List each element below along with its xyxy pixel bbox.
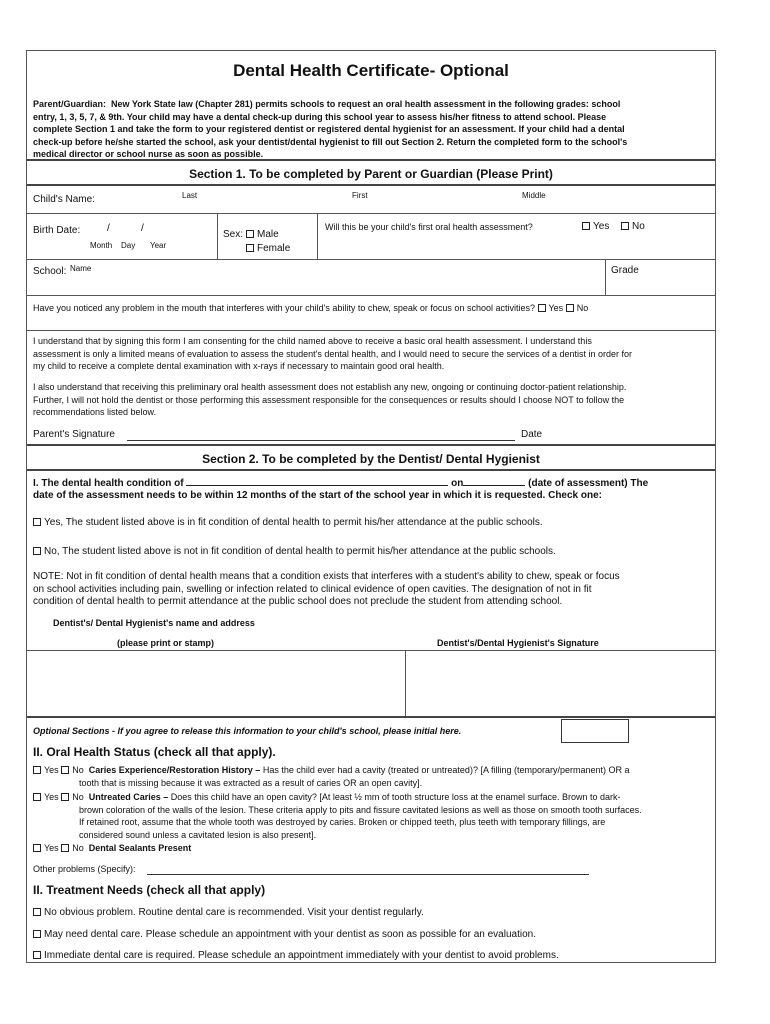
intro-label: Parent/Guardian:	[33, 99, 107, 109]
divider	[317, 214, 318, 259]
caries-experience-item: Yes No Caries Experience/Restoration History – Has the child ever had a cavity (treated or untreated)? [A filling (temporary/permanent) OR a tooth that is missing because it was extracted as a result of caries OR an open cavity].	[33, 764, 630, 789]
date-slash: /	[141, 223, 144, 234]
treatment-needs-heading: II. Treatment Needs (check all that apply)	[33, 883, 266, 897]
problem-question: Have you noticed any problem in the mouth that interferes with your child's ability to chew, speak or focus on school activities? Yes No	[33, 303, 589, 313]
checkbox-icon[interactable]	[61, 766, 69, 774]
section1-heading: Section 1. To be completed by Parent or Guardian (Please Print)	[189, 167, 553, 181]
divider	[27, 295, 715, 296]
divider	[27, 259, 715, 260]
divider	[27, 330, 715, 331]
first-assessment-no[interactable]: No	[621, 221, 645, 232]
checkbox-icon[interactable]	[621, 222, 629, 230]
problem-yes[interactable]: Yes	[538, 303, 564, 313]
form-title: Dental Health Certificate- Optional	[233, 61, 509, 80]
checkbox-icon[interactable]	[33, 930, 41, 938]
sex-label: Sex:	[223, 229, 244, 240]
optional-release-note: Optional Sections - If you agree to release this information to your child's school, please initial here.	[33, 726, 462, 736]
intro-paragraph	[33, 98, 713, 161]
sealants-no[interactable]: No	[61, 843, 84, 853]
school-label: School:	[33, 266, 67, 277]
dental-health-certificate-form	[26, 50, 716, 963]
intro-line-4: check-up before he/she started the school, ask your dentist/dental hygienist to fill out Section 2. Return the completed form to the school's	[33, 136, 628, 147]
sex-female-option[interactable]: Female	[246, 243, 290, 254]
dentist-signature-field[interactable]	[406, 651, 715, 715]
untreated-no[interactable]: No	[61, 792, 84, 802]
first-assessment-yes[interactable]: Yes	[582, 221, 609, 232]
student-name-blank[interactable]	[186, 476, 448, 486]
date-slash: /	[107, 223, 110, 234]
divider	[27, 213, 715, 214]
condition-line-2: date of the assessment needs to be within 12 months of the start of the school year in which it is requested. Check one:	[33, 490, 603, 501]
print-stamp-label: (please print or stamp)	[117, 638, 215, 648]
checkbox-icon[interactable]	[246, 244, 254, 252]
last-name-caption: Last	[182, 191, 198, 200]
divider	[27, 469, 715, 471]
untreated-yes[interactable]: Yes	[33, 792, 59, 802]
oral-health-status-heading: II. Oral Health Status (check all that apply).	[33, 745, 276, 759]
divider	[27, 159, 715, 161]
checkbox-icon[interactable]	[582, 222, 590, 230]
sealants-item: Yes No Dental Sealants Present	[33, 843, 191, 853]
other-problems-label: Other problems (Specify):	[33, 864, 136, 874]
date-label: Date	[521, 429, 543, 440]
checkbox-icon[interactable]	[33, 547, 41, 555]
checkbox-icon[interactable]	[566, 304, 574, 312]
checkbox-icon[interactable]	[33, 908, 41, 916]
assessment-date-blank[interactable]	[463, 476, 525, 486]
checkbox-icon[interactable]	[33, 844, 41, 852]
sealants-yes[interactable]: Yes	[33, 843, 59, 853]
divider	[217, 214, 218, 259]
fit-condition-no-option[interactable]: No, The student listed above is not in fit condition of dental health to permit his/her attendance at the public schools.	[33, 546, 556, 557]
divider	[27, 444, 715, 446]
treatment-option-immediate[interactable]: Immediate dental care is required. Please schedule an appointment immediately with your dentist to avoid problems.	[33, 950, 559, 961]
other-problems-field[interactable]	[147, 874, 589, 875]
child-name-field[interactable]	[157, 187, 697, 209]
grade-label: Grade	[611, 265, 639, 276]
birth-date-field[interactable]	[87, 219, 217, 237]
divider	[27, 184, 715, 186]
parent-signature-label: Parent's Signature	[33, 429, 115, 440]
year-caption: Year	[150, 241, 167, 250]
condition-line-1: I. The dental health condition of on (date of assessment) The	[33, 478, 649, 489]
checkbox-icon[interactable]	[33, 793, 41, 801]
middle-name-caption: Middle	[522, 191, 546, 200]
checkbox-icon[interactable]	[538, 304, 546, 312]
dentist-signature-label: Dentist's/Dental Hygienist's Signature	[437, 638, 599, 648]
dentist-name-address-field[interactable]	[27, 651, 405, 715]
divider	[27, 716, 715, 718]
sex-male-option[interactable]: Male	[246, 229, 279, 240]
checkbox-icon[interactable]	[61, 793, 69, 801]
problem-no[interactable]: No	[566, 303, 589, 313]
checkbox-icon[interactable]	[246, 230, 254, 238]
checkbox-icon[interactable]	[61, 844, 69, 852]
intro-line-3: complete Section 1 and take the form to your registered dentist or registered dental hygienist for an assessment. If your child had a dental	[33, 124, 625, 134]
dentist-name-label: Dentist's/ Dental Hygienist's name and address	[53, 618, 255, 628]
first-name-caption: First	[352, 191, 368, 200]
initials-box[interactable]	[561, 719, 629, 743]
section2-heading: Section 2. To be completed by the Dentist/ Dental Hygienist	[202, 452, 540, 466]
first-assessment-question: Will this be your child's first oral health assessment?	[325, 222, 533, 232]
child-name-label: Child's Name:	[33, 194, 95, 205]
caries-yes[interactable]: Yes	[33, 765, 59, 775]
fit-condition-yes-option[interactable]: Yes, The student listed above is in fit condition of dental health to permit his/her attendance at the public schools.	[33, 517, 543, 528]
caries-no[interactable]: No	[61, 765, 84, 775]
consent-paragraph-1: I understand that by signing this form I am consenting for the child named above to receive a basic oral health assessment. I understand this assessment is only a limited means of evaluation to assess the student's dental health, and I would need to secure the services of a dentist in order for my child to receive a complete dental examination with x-rays if necessary to maintain good oral health.	[33, 336, 633, 371]
checkbox-icon[interactable]	[33, 518, 41, 526]
divider	[605, 260, 606, 295]
checkbox-icon[interactable]	[33, 766, 41, 774]
birth-date-label: Birth Date:	[33, 225, 81, 236]
intro-line-2: entry, 1, 3, 5, 7, & 9th. Your child may have a dental check-up during this school year to assess his/her fitness to attend school. Please	[33, 111, 607, 122]
intro-line-1: New York State law (Chapter 281) permits schools to request an oral health assessment in the following grades: school	[111, 99, 621, 109]
treatment-option-may-need[interactable]: May need dental care. Please schedule an appointment with your dentist as soon as possible for an evaluation.	[33, 929, 536, 940]
school-field[interactable]	[97, 261, 602, 291]
treatment-option-routine[interactable]: No obvious problem. Routine dental care is recommended. Visit your dentist regularly.	[33, 907, 424, 918]
checkbox-icon[interactable]	[33, 951, 41, 959]
consent-paragraph-2: I also understand that receiving this preliminary oral health assessment does not establish any new, ongoing or continuing doctor-patient relationship. Further, I will not hold the dentist or those performing this assessment responsible for the consequences or results should I choose NOT to follow the recommendations listed below.	[33, 382, 627, 417]
untreated-caries-item: Yes No Untreated Caries – Does this child have an open cavity? [At least ½ mm of tooth structure loss at the enamel surface. Brown to dark- brown coloration of the walls of the lesion. These criteria apply to pits and fissure cavitated lesions as well as those on smooth tooth surfaces. If retained root, assume that the whole tooth was destroyed by caries. Broken or chipped teeth, plus teeth with temporary fillings, are considered sound unless a cavitated lesion is also present].	[33, 791, 642, 841]
day-caption: Day	[121, 241, 136, 250]
month-caption: Month	[90, 241, 113, 250]
intro-line-5: medical director or school nurse as soon as possible.	[33, 149, 264, 159]
parent-signature-line[interactable]	[127, 440, 515, 441]
school-name-caption: Name	[70, 264, 92, 273]
fit-condition-note: NOTE: Not in fit condition of dental health means that a condition exists that interferes with a student's ability to chew, speak or focus on school activities including pain, swelling or infection related to clinical evidence of open cavities. The designation of not in fit condition of dental health to permit attendance at the public school does not preclude the student from attending school.	[33, 571, 620, 607]
